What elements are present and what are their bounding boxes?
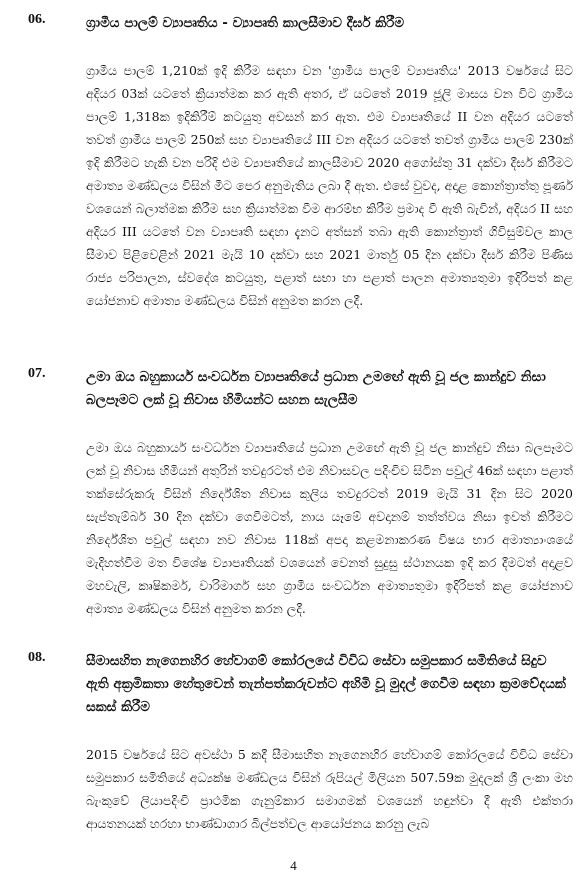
section-number: 07. <box>28 366 46 381</box>
section-number: 06. <box>28 12 46 27</box>
section-06 <box>28 12 573 312</box>
section-body: 2015 වර්ෂයේ සිට අවස්ථා 5 කදී සීමාසහිත නැගෙනහිර හේවාගම් කෝරලයේ විවිධ සේවා සමුපකාර සමිතියේ අධ්‍යක්ෂ මණ්ඩලය විසින් රුපියල් මිලියන 507.59ක මුදලක් ශ්‍රී ලංකා මහ බැංකුවේ ලියාපදිංචි ප්‍රාථමික ගැනුම්කාර සමාගමක් වශයෙන් හඳුන්වා දී ඇති එක්තරා ආයතනයක් හරහා භාණ්ඩාගාර බිල්පත්වල ආයෝජනය කරනු ලැබ <box>86 747 573 831</box>
section-number: 08. <box>28 650 46 665</box>
section-body: උමා ඔය බහුකාර්ය සංවර්ධන ව්‍යාපෘතියේ ප්‍රධාන උමඟේ ඇති වූ ජල කාන්දුව නිසා බලපෑමට ලක් වූ නිවාස හිමියන් අතුරින් තවදුරටත් එම නිවාසවල පදිංචිව සිටින පවුල් 46ක් සඳහා පළාත් තක්සේරුකරු විසින් නිර්දේශිත නිවාස කුලිය තවදුරටත් 2019 මැයි 31 දින සිට 2020 සැප්තැම්බර් 30 දින දක්වා ගෙවීමටත්, නාය යෑමේ අවදානම් තත්ත්වය නිසා ඉවත් කිරීමට නිර්දේශිත පවුල් සඳහා නව නිවාස 118ක් අපදා කළමනාකරණ විෂය භාර අමාත්‍යාංශයේ මැදිහත්වීම මත විශේෂ ව්‍යාපෘතියක් වශයෙන් වෙනත් සුදුසු ස්ථානයක ඉදි කර දීමටත් අදාළව මහවැලි, කෘෂිකර්ම, වාරිමාර්ග සහ ග්‍රාමීය සංවර්ධන අමාත්‍යතුමා ඉදිරිපත් කළ යෝජනාව අමාත්‍ය මණ්ඩලය විසින් අනුමත කරන ලදී. <box>86 440 573 616</box>
section-body: ග්‍රාමීය පාලම් 1,210ක් ඉදි කිරීම සඳහා වන 'ග්‍රාමීය පාලම් ව්‍යාපෘතිය' 2013 වර්ෂයේ සිට අදියර 03ක් යටතේ ක්‍රියාත්මක කර ඇති අතර, ඒ යටතේ 2019 ජූලි මාසය වන විට ග්‍රාමීය පාලම් 1,318ක ඉදිකිරීම් කටයුතු අවසන් කර ඇත. එම ව්‍යාපෘතියේ II වන අදියර යටතේ තවත් ග්‍රාමීය පාලම් 250ක් සහ ව්‍යාපෘතියේ III වන අදියර යටතේ තවත් ග්‍රාමීය පාලම් 230ක් ඉදි කිරීමට හැකි වන පරිදි එම ව්‍යාපෘතියේ කාලසීමාව 2020 අගෝස්තු 31 දක්වා දීර්ඝ කිරීමට අමාත්‍ය මණ්ඩලය විසින් මීට පෙර අනුමැතිය ලබා දී ඇත. එසේ වුවද, අදාළ කොන්ත්‍රාත්තු පූර්ණ වශයෙන් බලාත්මක කිරීම සහ ක්‍රියාත්මක වීම ආරම්භ කිරීම ප්‍රමාද වී ඇති බැවින්, අදියර II සහ අදියර III යටතේ වන ව්‍යාපෘති සඳහා දැනට අත්සන් තබා ඇති කොන්ත්‍රාත් ගිවිසුම්වල කාල සීමාව පිළිවෙළින් 2021 මැයි 10 දක්වා සහ 2021 මාර්තු 05 දින දක්වා දීර්ඝ කිරීම පිණිස රාජ්‍ය පරිපාලන, ස්වදේශ කටයුතු, පළාත් සභා හා පළාත් පාලන අමාත්‍යතුමා ඉදිරිපත් කළ යෝජනාව අමාත්‍ය මණ්ඩලය විසින් අනුමත කරන ලදී. <box>86 63 573 308</box>
section-08 <box>28 650 573 835</box>
section-title: උමා ඔය බහුකාර්ය සංවර්ධන ව්‍යාපෘතියේ ප්‍රධාන උමඟේ ඇති වූ ජල කාන්දුව නිසා බලපෑමට ලක් වූ නිවාස හිමියන්ට සහන සැලසීම <box>86 369 546 408</box>
section-title: ග්‍රාමීය පාලම් ව්‍යාපෘතිය - ව්‍යාපෘති කාලසීමාව දීර්ඝ කිරීම <box>86 15 405 31</box>
page-number: 4 <box>290 858 297 873</box>
section-07 <box>28 366 573 620</box>
section-title: සීමාසහිත නැගෙනහිර හේවාගම් කෝරලයේ විවිධ සේවා සමුපකාර සමිතියේ සිදුව ඇති අක්‍රමිකතා හේතුවෙන් තැන්පත්කරුවන්ට අහිමි වූ මුදල් ගෙවීම සඳහා ක්‍රමවේදයක් සකස් කිරීම <box>86 653 566 715</box>
